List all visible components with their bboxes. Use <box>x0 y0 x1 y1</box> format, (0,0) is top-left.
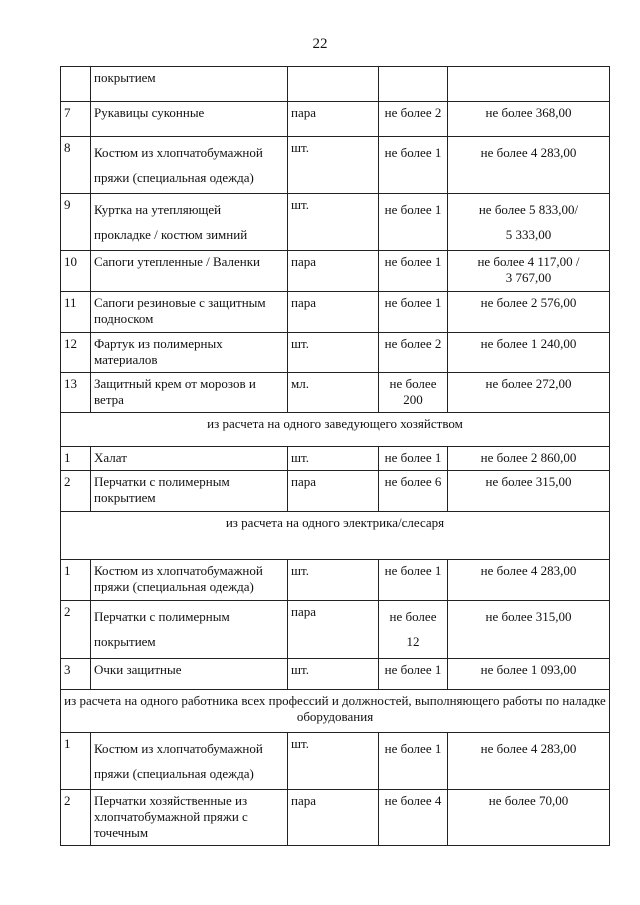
cell-line: не более 5 833,00/ <box>478 202 579 217</box>
item-name <box>91 292 288 333</box>
table-row <box>61 560 610 601</box>
item-price <box>448 194 610 251</box>
item-quantity <box>379 601 448 659</box>
cell-line: не более 315,00 <box>485 474 572 489</box>
item-unit: пара <box>288 102 379 137</box>
item-quantity <box>379 560 448 601</box>
item-quantity <box>379 102 448 137</box>
item-price <box>448 251 610 292</box>
cell-line: не более 1 <box>384 254 442 269</box>
table-row <box>61 102 610 137</box>
cell-line: не более 1 <box>384 295 442 310</box>
item-name <box>91 733 288 790</box>
cell-line: Халат <box>94 450 127 465</box>
cell-line: 3 767,00 <box>505 270 552 285</box>
item-unit: шт. <box>288 333 379 373</box>
item-unit: пара <box>288 601 379 659</box>
cell-line: не более 1 093,00 <box>480 662 577 677</box>
table-row <box>61 292 610 333</box>
cell-line: не более 272,00 <box>485 376 572 391</box>
item-number: 1 <box>61 560 91 601</box>
cell-line: не более 1 <box>384 202 442 217</box>
item-number: 9 <box>61 194 91 251</box>
item-price <box>448 292 610 333</box>
item-unit: шт. <box>288 659 379 690</box>
cell-line: не более 4 283,00 <box>480 563 577 578</box>
cell-line: 5 333,00 <box>505 227 552 242</box>
item-price <box>448 601 610 659</box>
cell-line: не более 1 <box>384 741 442 756</box>
item-name <box>91 601 288 659</box>
item-quantity <box>379 251 448 292</box>
section-row <box>61 413 610 447</box>
item-name <box>91 251 288 292</box>
protective-equipment-table <box>60 66 610 846</box>
item-price <box>448 137 610 194</box>
cell-line: не более 4 283,00 <box>480 145 577 160</box>
cell-line: Перчатки хозяйственные из <box>94 793 248 808</box>
item-number: 12 <box>61 333 91 373</box>
item-number: 1 <box>61 447 91 471</box>
item-name <box>91 194 288 251</box>
cell-line: покрытием <box>94 490 156 505</box>
cell-line: не более 2 <box>384 336 442 351</box>
item-number: 2 <box>61 601 91 659</box>
cell-line: не более 4 <box>384 793 442 808</box>
item-unit: пара <box>288 292 379 333</box>
item-number: 1 <box>61 733 91 790</box>
item-quantity <box>379 733 448 790</box>
cell-line: Сапоги утепленные / Валенки <box>94 254 261 269</box>
item-price <box>448 333 610 373</box>
section-row <box>61 512 610 560</box>
item-name <box>91 333 288 373</box>
table-row <box>61 659 610 690</box>
table-row <box>61 194 610 251</box>
cell-line: пряжи (специальная одежда) <box>94 170 254 185</box>
cell-line: не более 2 <box>384 105 442 120</box>
cell-line: пряжи (специальная одежда) <box>94 579 254 594</box>
item-name <box>91 471 288 512</box>
item-quantity <box>379 333 448 373</box>
cell-line: Куртка на утепляющей <box>94 202 222 217</box>
item-quantity <box>379 659 448 690</box>
cell-line: Защитный крем от морозов и <box>94 376 256 391</box>
item-number: 8 <box>61 137 91 194</box>
cell-line: Костюм из хлопчатобумажной <box>94 741 263 756</box>
item-name <box>91 102 288 137</box>
item-price <box>448 659 610 690</box>
cell-line: не более <box>389 376 437 391</box>
cell-line: Очки защитные <box>94 662 182 677</box>
cell-line: хлопчатобумажной пряжи с <box>94 809 248 824</box>
item-quantity <box>379 194 448 251</box>
cell-line: не более 368,00 <box>485 105 572 120</box>
item-price <box>448 102 610 137</box>
item-unit: пара <box>288 790 379 846</box>
item-number: 2 <box>61 471 91 512</box>
cell-line: точечным <box>94 825 149 840</box>
item-name <box>91 373 288 413</box>
item-unit: пара <box>288 251 379 292</box>
table-row <box>61 333 610 373</box>
item-number: 2 <box>61 790 91 846</box>
item-price <box>448 447 610 471</box>
item-unit <box>288 67 379 102</box>
item-number: 13 <box>61 373 91 413</box>
cell-line: не более 70,00 <box>488 793 569 808</box>
table-row <box>61 67 610 102</box>
item-quantity <box>379 447 448 471</box>
item-quantity <box>379 790 448 846</box>
item-unit: шт. <box>288 137 379 194</box>
item-quantity <box>379 471 448 512</box>
section-row <box>61 690 610 733</box>
cell-line: 12 <box>406 634 420 649</box>
cell-line: не более 315,00 <box>485 609 572 624</box>
cell-line: не более <box>389 609 437 624</box>
table-row <box>61 137 610 194</box>
cell-line: 200 <box>403 392 423 407</box>
item-number: 7 <box>61 102 91 137</box>
cell-line: не более 6 <box>384 474 442 489</box>
item-quantity <box>379 67 448 102</box>
cell-line: не более 4 117,00 / <box>477 254 580 269</box>
cell-line: не более 1 <box>384 145 442 160</box>
item-name <box>91 447 288 471</box>
cell-line: не более 2 860,00 <box>480 450 577 465</box>
cell-line: не более 1 <box>384 662 442 677</box>
page-number: 22 <box>312 36 328 52</box>
item-number: 11 <box>61 292 91 333</box>
section-heading: из расчета на одного заведующего хозяйством <box>61 413 610 447</box>
item-quantity <box>379 292 448 333</box>
item-price <box>448 733 610 790</box>
table-row <box>61 601 610 659</box>
table-row <box>61 790 610 846</box>
item-unit: мл. <box>288 373 379 413</box>
cell-line: покрытием <box>94 70 156 85</box>
cell-line: не более 1 <box>384 450 442 465</box>
cell-line: ветра <box>94 392 124 407</box>
cell-line: не более 1 240,00 <box>480 336 577 351</box>
section-heading: из расчета на одного работника всех профессий и должностей, выполняющего работы по наладке оборудования <box>61 690 610 733</box>
cell-line: Перчатки с полимерным <box>94 609 230 624</box>
table-row <box>61 733 610 790</box>
table-row <box>61 447 610 471</box>
item-quantity <box>379 373 448 413</box>
cell-line: не более 1 <box>384 563 442 578</box>
cell-line: не более 2 576,00 <box>480 295 577 310</box>
item-unit: пара <box>288 471 379 512</box>
cell-line: подноском <box>94 311 154 326</box>
cell-line: не более 4 283,00 <box>480 741 577 756</box>
item-number: 10 <box>61 251 91 292</box>
item-price <box>448 67 610 102</box>
table-row <box>61 471 610 512</box>
item-name <box>91 790 288 846</box>
item-price <box>448 790 610 846</box>
item-name <box>91 67 288 102</box>
item-number <box>61 67 91 102</box>
cell-line: Перчатки с полимерным <box>94 474 230 489</box>
cell-line: Рукавицы суконные <box>94 105 205 120</box>
item-unit: шт. <box>288 194 379 251</box>
cell-line: Фартук из полимерных <box>94 336 223 351</box>
item-unit: шт. <box>288 733 379 790</box>
section-heading: из расчета на одного электрика/слесаря <box>61 512 610 560</box>
item-name <box>91 560 288 601</box>
table-row <box>61 251 610 292</box>
item-name <box>91 137 288 194</box>
cell-line: Сапоги резиновые с защитным <box>94 295 266 310</box>
item-price <box>448 373 610 413</box>
cell-line: прокладке / костюм зимний <box>94 227 248 242</box>
item-quantity <box>379 137 448 194</box>
item-number: 3 <box>61 659 91 690</box>
cell-line: покрытием <box>94 634 156 649</box>
item-unit: шт. <box>288 560 379 601</box>
cell-line: Костюм из хлопчатобумажной <box>94 145 263 160</box>
item-unit: шт. <box>288 447 379 471</box>
cell-line: материалов <box>94 352 158 367</box>
item-price <box>448 560 610 601</box>
item-price <box>448 471 610 512</box>
table-row <box>61 373 610 413</box>
item-name <box>91 659 288 690</box>
cell-line: пряжи (специальная одежда) <box>94 766 254 781</box>
cell-line: Костюм из хлопчатобумажной <box>94 563 263 578</box>
